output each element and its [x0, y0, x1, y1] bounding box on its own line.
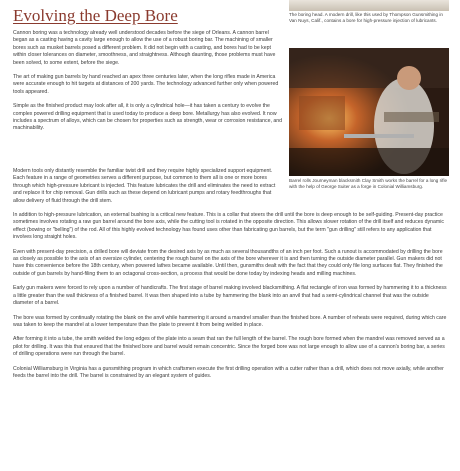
blacksmith-photo: [289, 48, 449, 176]
paragraph-9: After forming it into a tube, the smith welded the long edges of the plate into a seam that ran the full length of the barrel. The rough bore formed when the mandrel was removed served as a pilot for drilling. It was this that ensured that the finished bore and barrel would remain concentric. Since the forged bore was not large enough to allow use of a cannon's boring bar, a series of drilling operations were run through the barrel.: [13, 336, 445, 358]
paragraph-2: The art of making gun barrels by hand reached an apex three centuries later, when the long rifles made in America were accurate enough to hit targets at distances of 200 yards. The technology advanced further only when powered tools appeared.: [13, 74, 279, 95]
article-title: Evolving the Deep Bore: [13, 6, 178, 25]
paragraph-6: Even with present-day precision, a drilled bore will deviate from the desired axis by as much as several thousandths of an inch per foot. Such a runout is accommodated by drilling the bore as closely as possible to the axis of an oversize cylinder, centering the rough barrel on the axis of the bore wherever it is and then turning the outside diameter parallel. Gun makers did not have this convenience before the 18th century, when powered lathes became available. Until then, gunsmiths dealt with the fact that they could only file long surfaces flat. They finished the outside of gun barrels by hand-filing them to an octagonal cross-section, a process that would be done today by indexing heads and milling machines.: [13, 248, 443, 277]
paragraph-10: Colonial Williamsburg in Virginia has a gunsmithing program in which craftsmen execute the first drilling operation with a cutter rather than a drill, which does not move axially, while another feeds the barrel into the drill. The barrel is constrained by an elegant system of guides.: [13, 365, 444, 379]
top-caption: The boring head. A modern drill, like this used by Thompson Gunsmithing in Van Nuys, Calif., contains a bore for high-pressure injection of lubricants.: [289, 12, 443, 24]
column-text: [13, 30, 284, 140]
paragraph-3: Simple as the finished product may look after all, it is only a cylindrical hole—it has taken a century to evolve the complex powered drilling equipment that is used today to produce a deep bore. Metallurgy has also evolved. It now includes a spectrum of alloys, which can be chosen for properties such as strength, wear or corrosion resistance, and machinability.: [13, 103, 283, 132]
photo-caption: Barrel rolls Journeyman blacksmith Clay Smith works the barrel for a long rifle with the help of George Suiter as a forge in Colonial Williamsburg.: [289, 178, 448, 190]
paragraph-7: Early gun makers were forced to rely upon a number of handicrafts. The first stage of barrel making involved blacksmithing. A flat rectangle of iron was formed by hammering it to a thickness a little greater than the wall thickness of a finished barrel. It was then shaped into a tube by hammering the blank into an anvil that had a semi-cylindrical channel that was the outside diameter of a barrel.: [13, 285, 447, 307]
full-width-text: [13, 168, 447, 387]
paragraph-1: Cannon boring was a technology already well understood decades before the siege of Orleans. A cannon barrel began as a casting having a cavity large enough to allow the use of a robust boring bar. The machining of smaller bores such as musket barrels posed a different problem. It did not begin with a casting, and bores had to be kept within closer tolerances on diameter, smoothness, and straightness. Although daunting, those problems must have been solved, to some extent, before the siege.: [13, 30, 276, 66]
paragraph-5: In addition to high-pressure lubrication, an external bushing is a critical new feature. This is a collar that steers the drill until the bore is deep enough to be self-guiding. Present-day practice sometimes involves rotating a raw gun barrel around the bore axis, while the cutting tool is rotated in the opposite direction. This allows slower rotation of the drill itself and reduces dynamic effect (bowing or "belling") of the rod. All of this highly evolved technology has found uses other than fabricating gun barrels, but the term "gun drilling" still refers to any application that involves long straight holes.: [13, 212, 444, 241]
boring-head-photo: [289, 0, 449, 11]
paragraph-8: The bore was formed by continually rotating the blank on the anvil while hammering it around a mandrel smaller than the finished bore. A number of reheats were required, during which care was taken to keep the mandrel at a lower temperature than the plate to prevent it from being welded in place.: [13, 314, 447, 328]
paragraph-4: Modern tools only distantly resemble the familiar twist drill and they require highly specialized support equipment. Each feature in a range of geometries serves a different purpose, but common to them all is one or more bores through which high-pressure lubricant is injected. This feature lubricates the drill and eliminates the need to extract and replace it for chip removal. Gun drills such as these depend on lubricant pumps and rotary feedthroughs that allow delivery of fluid through the drill stem.: [13, 168, 276, 204]
top-caption-box: [289, 12, 449, 24]
blacksmith-photo-art: [289, 48, 449, 176]
